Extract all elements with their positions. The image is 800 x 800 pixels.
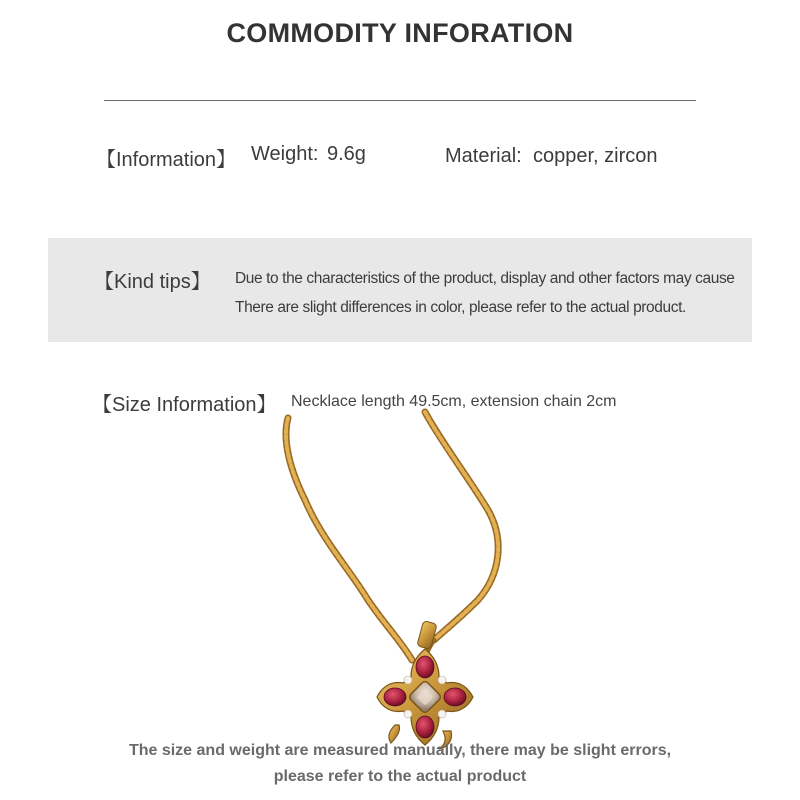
information-row [0,141,800,171]
material-value: copper, zircon [533,145,658,167]
weight-value: 9.6g [327,143,366,165]
weight-label: Weight: [251,143,319,165]
information-label: 【Information】 [96,149,237,171]
pendant-bail [417,621,437,650]
size-information-label: 【Size Information】 [92,394,277,416]
kind-tips-line-2: There are slight differences in color, please refer to the actual product. [235,299,686,316]
necklace-chain [286,412,498,660]
kind-tips-label: 【Kind tips】 [94,271,211,293]
cross-pendant [377,649,473,749]
size-information-value: Necklace length 49.5cm, extension chain 2cm [291,393,617,410]
kind-tips-line-1: Due to the characteristics of the product, display and other factors may cause [235,270,735,287]
necklace-product-image [0,400,800,760]
title-divider [104,100,696,101]
chain-left-strand [286,418,412,660]
footer-note-line-2: please refer to the actual product [273,768,527,785]
page-title: COMMODITY INFORATION [226,18,574,48]
material-label: Material: [445,145,522,167]
chain-right-strand [425,412,498,640]
footer-note-line-1: The size and weight are measured manually, there may be slight errors, [128,742,672,759]
kind-tips-band [48,238,752,342]
